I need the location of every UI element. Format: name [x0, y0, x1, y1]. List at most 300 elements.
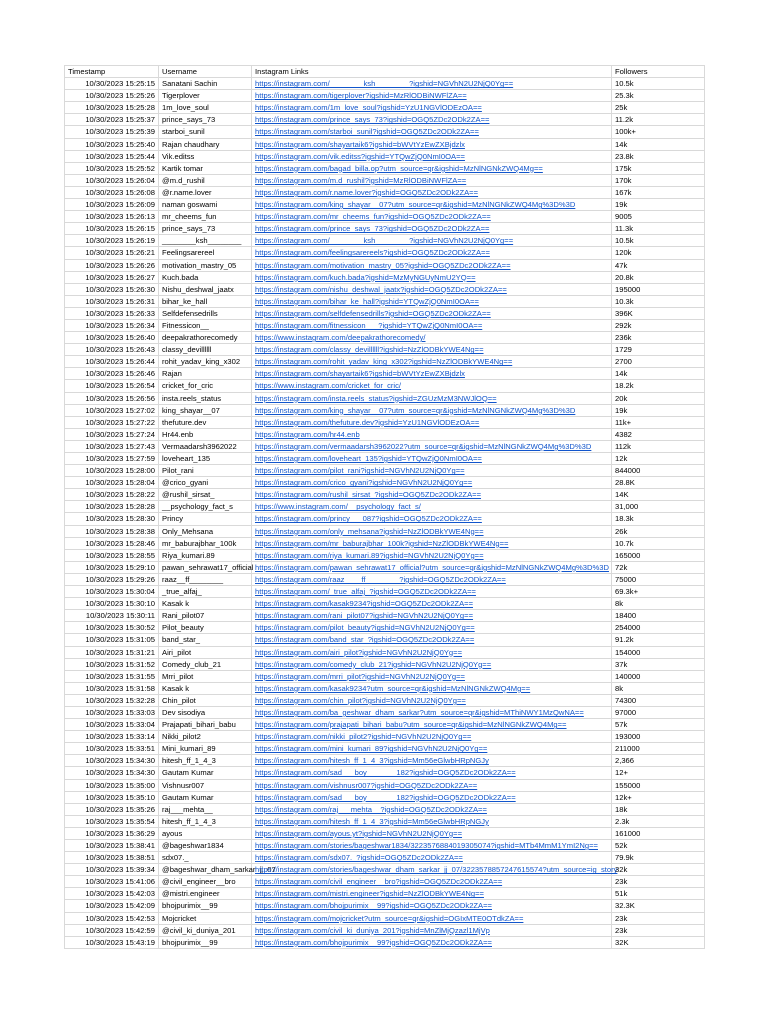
table-row	[65, 186, 705, 198]
followers-cell: 12k	[612, 453, 705, 465]
username-cell: cricket_for_cric	[159, 380, 252, 392]
table-row	[65, 719, 705, 731]
username-cell: ________ksh________	[159, 235, 252, 247]
username-cell: Feelingsarereel	[159, 247, 252, 259]
timestamp-cell: 10/30/2023 15:28:55	[65, 549, 159, 561]
table-row	[65, 368, 705, 380]
instagram-link[interactable]: https://instagram.com/mistri.engineer?igshid=NzZlODBkYWE4Ng==	[252, 888, 612, 900]
instagram-link[interactable]: https://instagram.com/prince_says_73?igshid=OGQ5ZDc2ODk2ZA==	[252, 223, 612, 235]
followers-cell: 112k	[612, 440, 705, 452]
followers-cell: 74300	[612, 694, 705, 706]
instagram-link[interactable]: https://instagram.com/chin_pilot?igshid=NGVhN2U2NjQ0Yg==	[252, 694, 612, 706]
timestamp-cell: 10/30/2023 15:26:43	[65, 344, 159, 356]
username-cell: @bageshwar1834	[159, 840, 252, 852]
username-cell: starboi_sunil	[159, 126, 252, 138]
username-cell: raaz__ff________	[159, 573, 252, 585]
instagram-link[interactable]: https://instagram.com/nikki_pilot2?igshid=NGVhN2U2NjQ0Yg==	[252, 731, 612, 743]
username-cell: Vik.editss	[159, 150, 252, 162]
header-row	[65, 66, 705, 78]
followers-cell: 175k	[612, 162, 705, 174]
table-row	[65, 610, 705, 622]
timestamp-cell: 10/30/2023 15:26:27	[65, 271, 159, 283]
timestamp-cell: 10/30/2023 15:26:34	[65, 319, 159, 331]
username-cell: prince_says_73	[159, 114, 252, 126]
instagram-link[interactable]: https://www.instagram.com/__psychology_fact_s/	[252, 501, 612, 513]
instagram-link[interactable]: https://instagram.com/pilot_rani?igshid=NGVhN2U2NjQ0Yg==	[252, 465, 612, 477]
timestamp-cell: 10/30/2023 15:29:26	[65, 573, 159, 585]
instagram-link[interactable]: https://instagram.com/thefuture.dev?igshid=YzU1NGVlODEzOA==	[252, 416, 612, 428]
instagram-link[interactable]: https://instagram.com/mini_kumari_89?igshid=NGVhN2U2NjQ0Yg==	[252, 743, 612, 755]
followers-cell: 97000	[612, 706, 705, 718]
instagram-link[interactable]: https://instagram.com/crico_gyani?igshid=NGVhN2U2NjQ0Yg==	[252, 477, 612, 489]
followers-cell: 140000	[612, 670, 705, 682]
username-cell: bhojpurimix__99	[159, 936, 252, 948]
table-row	[65, 767, 705, 779]
instagram-link[interactable]: https://instagram.com/civil_ki_duniya_201?igshid=MnZlMjQzazl1MjVp	[252, 924, 612, 936]
instagram-link[interactable]: https://instagram.com/bagad_billa.op?utm_source=qr&igshid=MzNlNGNkZWQ4Mg==	[252, 162, 612, 174]
followers-cell: 19k	[612, 199, 705, 211]
instagram-link[interactable]: https://instagram.com/airi_pilot?igshid=NGVhN2U2NjQ0Yg==	[252, 646, 612, 658]
instagram-link[interactable]: https://instagram.com/nishu_deshwal_jaatx?igshid=OGQ5ZDc2ODk2ZA==	[252, 283, 612, 295]
table-row	[65, 90, 705, 102]
username-cell: ayous	[159, 827, 252, 839]
instagram-link[interactable]: https://instagram.com/selfdefensedrills?igshid=OGQ5ZDc2ODk2ZA==	[252, 307, 612, 319]
username-cell: prince_says_73	[159, 223, 252, 235]
username-cell: Prajapati_bihari_babu	[159, 719, 252, 731]
followers-cell: 25.3k	[612, 90, 705, 102]
username-cell: Mojcricket	[159, 912, 252, 924]
username-cell: Nishu_deshwal_jaatx	[159, 283, 252, 295]
timestamp-cell: 10/30/2023 15:26:31	[65, 295, 159, 307]
username-cell: Vermaadarsh3962022	[159, 440, 252, 452]
followers-cell: 2,366	[612, 755, 705, 767]
instagram-link[interactable]: https://instagram.com/bihar_ke_hall?igshid=YTQwZjQ0NmI0OA==	[252, 295, 612, 307]
followers-cell: 14K	[612, 489, 705, 501]
instagram-link[interactable]: https://instagram.com/hitesh_ff_1_4_3?igshid=Mm56eGlwbHRpNGJy	[252, 755, 612, 767]
username-cell: Comedy_club_21	[159, 658, 252, 670]
username-cell: Rani_pilot07	[159, 610, 252, 622]
table-row	[65, 561, 705, 573]
instagram-link[interactable]: https://instagram.com/shayartaik6?igshid=bWVtYzEwZXBjdzlx	[252, 138, 612, 150]
table-row	[65, 755, 705, 767]
table-row	[65, 634, 705, 646]
followers-cell: 69.3k+	[612, 586, 705, 598]
username-cell: Selfdefensedrills	[159, 307, 252, 319]
followers-cell: 254000	[612, 622, 705, 634]
followers-cell: 20.8k	[612, 271, 705, 283]
instagram-link[interactable]: https://instagram.com/mr_baburajbhar_100k?igshid=NzZlODBkYWE4Ng==	[252, 537, 612, 549]
instagram-link[interactable]: https://instagram.com/bhojpurimix__99?igshid=OGQ5ZDc2ODk2ZA==	[252, 936, 612, 948]
instagram-link[interactable]: https://instagram.com/bhojpurimix__99?igshid=OGQ5ZDc2ODk2ZA==	[252, 900, 612, 912]
table-row	[65, 489, 705, 501]
followers-cell: 11.3k	[612, 223, 705, 235]
username-cell: rohit_yadav_king_x302	[159, 356, 252, 368]
username-cell: Chin_pilot	[159, 694, 252, 706]
followers-cell: 18.2k	[612, 380, 705, 392]
username-cell: sdx07._	[159, 852, 252, 864]
timestamp-cell: 10/30/2023 15:42:53	[65, 912, 159, 924]
followers-cell: 11k+	[612, 416, 705, 428]
table-row	[65, 416, 705, 428]
followers-cell: 170k	[612, 174, 705, 186]
instagram-link[interactable]: https://instagram.com/tigerplover?igshid=MzRlODBiNWFlZA==	[252, 90, 612, 102]
followers-cell: 161000	[612, 827, 705, 839]
instagram-link[interactable]: https://instagram.com/mojcricket?utm_source=qr&igshid=OGIxMTE0OTdkZA==	[252, 912, 612, 924]
timestamp-cell: 10/30/2023 15:28:28	[65, 501, 159, 513]
instagram-link[interactable]: https://instagram.com/rohit_yadav_king_x302?igshid=NzZlODBkYWE4Ng==	[252, 356, 612, 368]
followers-cell: 23k	[612, 876, 705, 888]
username-cell: naman goswami	[159, 199, 252, 211]
followers-cell: 10.3k	[612, 295, 705, 307]
timestamp-cell: 10/30/2023 15:42:03	[65, 888, 159, 900]
followers-cell: 91.2k	[612, 634, 705, 646]
username-cell: 1m_love_soul	[159, 102, 252, 114]
followers-cell: 57k	[612, 719, 705, 731]
timestamp-cell: 10/30/2023 15:32:28	[65, 694, 159, 706]
instagram-link[interactable]: https://instagram.com/vik.editss?igshid=YTQwZjQ0NmI0OA==	[252, 150, 612, 162]
followers-cell: 2.3k	[612, 815, 705, 827]
username-cell: Hr44.enb	[159, 428, 252, 440]
instagram-link[interactable]: https://instagram.com/kasak9234?utm_source=qr&igshid=MzNlNGNkZWQ4Mg==	[252, 682, 612, 694]
followers-cell: 11.2k	[612, 114, 705, 126]
table-row	[65, 622, 705, 634]
followers-cell: 8k	[612, 682, 705, 694]
timestamp-cell: 10/30/2023 15:28:30	[65, 513, 159, 525]
followers-cell: 14k	[612, 138, 705, 150]
instagram-link[interactable]: https://instagram.com/sad___boy_______182?igshid=OGQ5ZDc2ODk2ZA==	[252, 767, 612, 779]
timestamp-cell: 10/30/2023 15:31:21	[65, 646, 159, 658]
instagram-link[interactable]: https://instagram.com/starboi_sunil?igshid=OGQ5ZDc2ODk2ZA==	[252, 126, 612, 138]
followers-cell: 236k	[612, 332, 705, 344]
table-row	[65, 247, 705, 259]
followers-cell: 10.5k	[612, 78, 705, 90]
followers-cell: 72k	[612, 561, 705, 573]
username-cell: Vishnusr007	[159, 779, 252, 791]
username-cell: Tigerplover	[159, 90, 252, 102]
table-row	[65, 235, 705, 247]
instagram-link[interactable]: https://instagram.com/vishnusr007?igshid=OGQ5ZDc2ODk2ZA==	[252, 779, 612, 791]
instagram-link[interactable]: https://instagram.com/________ksh________?igshid=NGVhN2U2NjQ0Yg==	[252, 78, 612, 90]
instagram-link[interactable]: https://instagram.com/ba_geshwar_dham_sarkar?utm_source=qr&igshid=MThiNWY1MzQwNA==	[252, 706, 612, 718]
table-row	[65, 815, 705, 827]
table-row	[65, 731, 705, 743]
username-cell: @civil_engineer__bro	[159, 876, 252, 888]
followers-cell: 10.5k	[612, 235, 705, 247]
username-cell: thefuture.dev	[159, 416, 252, 428]
table-row	[65, 78, 705, 90]
instagram-link[interactable]: https://instagram.com/rushil_sirsat_?igshid=OGQ5ZDc2ODk2ZA==	[252, 489, 612, 501]
instagram-link[interactable]: https://instagram.com/riya_kumari.89?igshid=NGVhN2U2NjQ0Yg==	[252, 549, 612, 561]
timestamp-cell: 10/30/2023 15:27:02	[65, 404, 159, 416]
username-cell: hitesh_ff_1_4_3	[159, 815, 252, 827]
table-row	[65, 295, 705, 307]
table-row	[65, 803, 705, 815]
followers-cell: 20k	[612, 392, 705, 404]
timestamp-cell: 10/30/2023 15:25:28	[65, 102, 159, 114]
username-cell: Nikki_pilot2	[159, 731, 252, 743]
username-cell: pawan_sehrawat17_official	[159, 561, 252, 573]
username-cell: @m.d_rushil	[159, 174, 252, 186]
table-row	[65, 283, 705, 295]
timestamp-cell: 10/30/2023 15:33:14	[65, 731, 159, 743]
table-row	[65, 513, 705, 525]
table-row	[65, 525, 705, 537]
followers-cell: 193000	[612, 731, 705, 743]
instagram-link[interactable]: https://instagram.com/prajapati_bihari_babu?utm_source=qr&igshid=MzNlNGNkZWQ4Mg==	[252, 719, 612, 731]
timestamp-cell: 10/30/2023 15:31:05	[65, 634, 159, 646]
timestamp-cell: 10/30/2023 15:28:38	[65, 525, 159, 537]
timestamp-cell: 10/30/2023 15:27:59	[65, 453, 159, 465]
username-cell: Airi_pilot	[159, 646, 252, 658]
table-row	[65, 199, 705, 211]
instagram-link[interactable]: https://instagram.com/king_shayar__07?utm_source=qr&igshid=MzNlNGNkZWQ4Mg%3D%3D	[252, 199, 612, 211]
username-cell: @crico_gyani	[159, 477, 252, 489]
timestamp-cell: 10/30/2023 15:33:51	[65, 743, 159, 755]
instagram-link[interactable]: https://instagram.com/mrri_pilot?igshid=NGVhN2U2NjQ0Yg==	[252, 670, 612, 682]
instagram-link[interactable]: https://instagram.com/sdx07._?igshid=OGQ5ZDc2ODk2ZA==	[252, 852, 612, 864]
instagram-link[interactable]: https://instagram.com/prince_says_73?igshid=OGQ5ZDc2ODk2ZA==	[252, 114, 612, 126]
table-row	[65, 114, 705, 126]
timestamp-cell: 10/30/2023 15:42:59	[65, 924, 159, 936]
timestamp-cell: 10/30/2023 15:33:04	[65, 719, 159, 731]
instagram-link[interactable]: https://instagram.com/hr44.enb	[252, 428, 612, 440]
timestamp-cell: 10/30/2023 15:26:26	[65, 259, 159, 271]
username-cell: bihar_ke_hall	[159, 295, 252, 307]
instagram-link[interactable]: https://instagram.com/feelingsarereels?igshid=OGQ5ZDc2ODk2ZA==	[252, 247, 612, 259]
timestamp-cell: 10/30/2023 15:26:30	[65, 283, 159, 295]
followers-cell: 12k+	[612, 791, 705, 803]
timestamp-cell: 10/30/2023 15:35:26	[65, 803, 159, 815]
username-cell: Kasak k	[159, 598, 252, 610]
username-cell: insta.reels_status	[159, 392, 252, 404]
timestamp-cell: 10/30/2023 15:25:26	[65, 90, 159, 102]
username-cell: motivation_mastry_05	[159, 259, 252, 271]
header-followers[interactable]: Followers	[612, 66, 705, 78]
timestamp-cell: 10/30/2023 15:25:39	[65, 126, 159, 138]
timestamp-cell: 10/30/2023 15:26:44	[65, 356, 159, 368]
table-row	[65, 864, 705, 876]
instagram-link[interactable]: https://instagram.com/classy_devillllll?igshid=NzZlODBkYWE4Ng==	[252, 344, 612, 356]
table-row	[65, 706, 705, 718]
table-row	[65, 428, 705, 440]
username-cell: mr_cheems_fun	[159, 211, 252, 223]
timestamp-cell: 10/30/2023 15:25:52	[65, 162, 159, 174]
timestamp-cell: 10/30/2023 15:30:11	[65, 610, 159, 622]
instagram-link[interactable]: https://instagram.com/raaz____ff________?igshid=OGQ5ZDc2ODk2ZA==	[252, 573, 612, 585]
username-cell: Dev sisodiya	[159, 706, 252, 718]
header-instagram-links[interactable]: Instagram Links	[252, 66, 612, 78]
timestamp-cell: 10/30/2023 15:26:04	[65, 174, 159, 186]
followers-cell: 844000	[612, 465, 705, 477]
timestamp-cell: 10/30/2023 15:26:54	[65, 380, 159, 392]
instagram-link[interactable]: https://instagram.com/king_shayar__07?utm_source=qr&igshid=MzNlNGNkZWQ4Mg%3D%3D	[252, 404, 612, 416]
username-cell: @rushil_sirsat_	[159, 489, 252, 501]
followers-cell: 211000	[612, 743, 705, 755]
table-row	[65, 586, 705, 598]
instagram-link[interactable]: https://instagram.com/fitnessicon___?igshid=YTQwZjQ0NmI0OA==	[252, 319, 612, 331]
instagram-link[interactable]: https://instagram.com/sad___boy_______182?igshid=OGQ5ZDc2ODk2ZA==	[252, 791, 612, 803]
username-cell: Fitnessicon__	[159, 319, 252, 331]
instagram-link[interactable]: https://instagram.com/rani_pilot07?igshid=NGVhN2U2NjQ0Yg==	[252, 610, 612, 622]
followers-cell: 26k	[612, 525, 705, 537]
timestamp-cell: 10/30/2023 15:30:04	[65, 586, 159, 598]
table-row	[65, 936, 705, 948]
table-row	[65, 876, 705, 888]
table-row	[65, 646, 705, 658]
username-cell: bhojpurimix__99	[159, 900, 252, 912]
table-row	[65, 162, 705, 174]
username-cell: Kuch.bada	[159, 271, 252, 283]
instagram-link[interactable]: https://instagram.com/ayous.yt?igshid=NGVhN2U2NjQ0Yg==	[252, 827, 612, 839]
followers-cell: 292k	[612, 319, 705, 331]
timestamp-cell: 10/30/2023 15:34:30	[65, 767, 159, 779]
timestamp-cell: 10/30/2023 15:43:19	[65, 936, 159, 948]
instagram-link[interactable]: https://instagram.com/civil_engineer__bro?igshid=OGQ5ZDc2ODk2ZA==	[252, 876, 612, 888]
table-row	[65, 404, 705, 416]
table-row	[65, 453, 705, 465]
username-cell: Sanatani Sachin	[159, 78, 252, 90]
table-row	[65, 344, 705, 356]
timestamp-cell: 10/30/2023 15:30:10	[65, 598, 159, 610]
timestamp-cell: 10/30/2023 15:25:15	[65, 78, 159, 90]
instagram-link[interactable]: https://instagram.com/kasak9234?igshid=OGQ5ZDc2ODk2ZA==	[252, 598, 612, 610]
followers-cell: 18400	[612, 610, 705, 622]
table-row	[65, 138, 705, 150]
table-row	[65, 332, 705, 344]
instagram-link[interactable]: https://instagram.com/m.d_rushil?igshid=MzRlODBiNWFlZA==	[252, 174, 612, 186]
timestamp-cell: 10/30/2023 15:34:30	[65, 755, 159, 767]
timestamp-cell: 10/30/2023 15:29:10	[65, 561, 159, 573]
username-cell: mr_baburajbhar_100k	[159, 537, 252, 549]
instagram-link[interactable]: https://instagram.com/only_mehsana?igshid=NzZlODBkYWE4Ng==	[252, 525, 612, 537]
timestamp-cell: 10/30/2023 15:35:54	[65, 815, 159, 827]
table-row	[65, 912, 705, 924]
timestamp-cell: 10/30/2023 15:38:41	[65, 840, 159, 852]
table-row	[65, 477, 705, 489]
instagram-link[interactable]: https://instagram.com/mr_cheems_fun?igshid=OGQ5ZDc2ODk2ZA==	[252, 211, 612, 223]
timestamp-cell: 10/30/2023 15:26:21	[65, 247, 159, 259]
timestamp-cell: 10/30/2023 15:31:52	[65, 658, 159, 670]
table-row	[65, 501, 705, 513]
table-row	[65, 307, 705, 319]
username-cell: Mrri_pilot	[159, 670, 252, 682]
followers-cell: 14k	[612, 368, 705, 380]
username-cell: @r.name.lover	[159, 186, 252, 198]
table-row	[65, 827, 705, 839]
followers-cell: 32.3K	[612, 900, 705, 912]
instagram-link[interactable]: https://instagram.com/motivation_mastry_05?igshid=OGQ5ZDc2ODk2ZA==	[252, 259, 612, 271]
instagram-link[interactable]: https://instagram.com/stories/bageshwar_dham_sarkar_jj_07/3223578857247615574?utm_source=ig_story	[252, 864, 612, 876]
timestamp-cell: 10/30/2023 15:25:37	[65, 114, 159, 126]
followers-cell: 195000	[612, 283, 705, 295]
followers-cell: 32K	[612, 936, 705, 948]
table-row	[65, 779, 705, 791]
table-row	[65, 694, 705, 706]
timestamp-cell: 10/30/2023 15:26:46	[65, 368, 159, 380]
table-row	[65, 888, 705, 900]
username-cell: @mistri.engineer	[159, 888, 252, 900]
timestamp-cell: 10/30/2023 15:42:09	[65, 900, 159, 912]
username-cell: loveheart_135	[159, 453, 252, 465]
timestamp-cell: 10/30/2023 15:31:58	[65, 682, 159, 694]
followers-cell: 154000	[612, 646, 705, 658]
username-cell: __psychology_fact_s	[159, 501, 252, 513]
instagram-link[interactable]: https://instagram.com/shayartaik6?igshid=bWVtYzEwZXBjdzlx	[252, 368, 612, 380]
followers-cell: 19k	[612, 404, 705, 416]
table-row	[65, 465, 705, 477]
table-row	[65, 174, 705, 186]
instagram-link[interactable]: https://www.instagram.com/cricket_for_cric/	[252, 380, 612, 392]
username-cell: king_shayar__07	[159, 404, 252, 416]
followers-cell: 8k	[612, 598, 705, 610]
instagram-link[interactable]: https://instagram.com/raj___mehta__?igshid=OGQ5ZDc2ODk2ZA==	[252, 803, 612, 815]
instagram-link[interactable]: https://instagram.com/kuch.bada?igshid=MzMyNGUyNmU2YQ==	[252, 271, 612, 283]
table-row	[65, 743, 705, 755]
followers-cell: 25k	[612, 102, 705, 114]
timestamp-cell: 10/30/2023 15:38:51	[65, 852, 159, 864]
table-row	[65, 598, 705, 610]
instagram-link[interactable]: https://instagram.com/comedy_club_21?igshid=NGVhN2U2NjQ0Yg==	[252, 658, 612, 670]
followers-cell: 9005	[612, 211, 705, 223]
instagram-link[interactable]: https://instagram.com/princy___087?igshid=OGQ5ZDc2ODk2ZA==	[252, 513, 612, 525]
instagram-link[interactable]: https://www.instagram.com/deepakrathorecomedy/	[252, 332, 612, 344]
followers-cell: 18.3k	[612, 513, 705, 525]
followers-cell: 165000	[612, 549, 705, 561]
username-cell: deepakrathorecomedy	[159, 332, 252, 344]
instagram-link[interactable]: https://instagram.com/pilot_beauty?igshid=NGVhN2U2NjQ0Yg==	[252, 622, 612, 634]
table-body	[65, 78, 705, 949]
timestamp-cell: 10/30/2023 15:36:29	[65, 827, 159, 839]
timestamp-cell: 10/30/2023 15:27:22	[65, 416, 159, 428]
instagram-link[interactable]: https://instagram.com/_true_alfaj_?igshid=OGQ5ZDc2ODk2ZA==	[252, 586, 612, 598]
table-row	[65, 900, 705, 912]
table-row	[65, 440, 705, 452]
table-row	[65, 356, 705, 368]
followers-cell: 100k+	[612, 126, 705, 138]
instagram-link[interactable]: https://instagram.com/loveheart_135?igshid=YTQwZjQ0NmI0OA==	[252, 453, 612, 465]
username-cell: @bageshwar_dham_sarkar_jj_07	[159, 864, 252, 876]
header-username[interactable]: Username	[159, 66, 252, 78]
timestamp-cell: 10/30/2023 15:28:22	[65, 489, 159, 501]
username-cell: classy_devillllll	[159, 344, 252, 356]
table-row	[65, 319, 705, 331]
table-row	[65, 573, 705, 585]
instagram-link[interactable]: https://instagram.com/pawan_sehrawat17_official?utm_source=qr&igshid=MzNlNGNkZWQ4Mg%3D%3D	[252, 561, 612, 573]
header-timestamp[interactable]: Timestamp	[65, 66, 159, 78]
table-row	[65, 223, 705, 235]
username-cell: Pilot_beauty	[159, 622, 252, 634]
instagram-link[interactable]: https://instagram.com/1m_love_soul?igshid=YzU1NGVlODEzOA==	[252, 102, 612, 114]
spreadsheet	[64, 65, 704, 949]
instagram-link[interactable]: https://instagram.com/________ksh________?igshid=NGVhN2U2NjQ0Yg==	[252, 235, 612, 247]
instagram-link[interactable]: https://instagram.com/hitesh_ff_1_4_3?igshid=Mm56eGlwbHRpNGJy	[252, 815, 612, 827]
instagram-link[interactable]: https://instagram.com/stories/bageshwar1834/3223576884019305074?igshid=MTb4MmM1YmI2Ng==	[252, 840, 612, 852]
table-row	[65, 682, 705, 694]
timestamp-cell: 10/30/2023 15:26:56	[65, 392, 159, 404]
instagram-link[interactable]: https://instagram.com/band_star_?igshid=OGQ5ZDc2ODk2ZA==	[252, 634, 612, 646]
followers-cell: 23.8k	[612, 150, 705, 162]
username-cell: hitesh_ff_1_4_3	[159, 755, 252, 767]
timestamp-cell: 10/30/2023 15:26:15	[65, 223, 159, 235]
table-row	[65, 658, 705, 670]
followers-cell: 155000	[612, 779, 705, 791]
instagram-link[interactable]: https://instagram.com/vermaadarsh3962022?utm_source=qr&igshid=MzNlNGNkZWQ4Mg%3D%3D	[252, 440, 612, 452]
username-cell: raj___mehta__	[159, 803, 252, 815]
instagram-link[interactable]: https://instagram.com/r.name.lover?igshid=OGQ5ZDc2ODk2ZA==	[252, 186, 612, 198]
username-cell: Pilot_rani	[159, 465, 252, 477]
followers-cell: 23k	[612, 912, 705, 924]
instagram-link[interactable]: https://instagram.com/insta.reels_status?igshid=ZGUzMzM3NWJlOQ==	[252, 392, 612, 404]
